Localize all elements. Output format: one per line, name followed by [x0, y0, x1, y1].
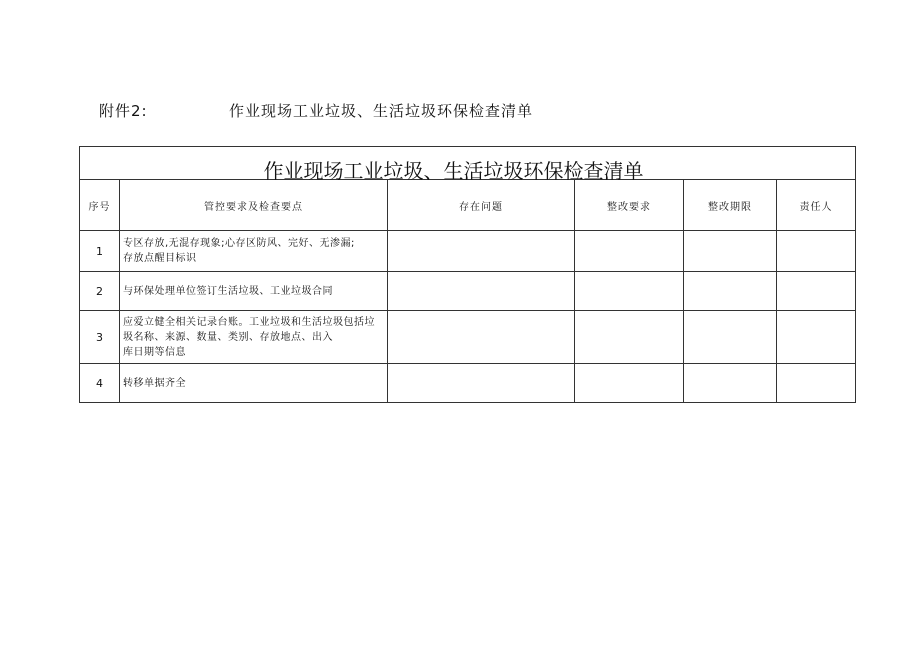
requirement-line: 转移单据齐全: [123, 377, 186, 389]
page-heading: [99, 100, 534, 121]
table-row: [80, 364, 856, 403]
col-header-issue: 存在问题: [388, 180, 575, 231]
deadline-cell[interactable]: [684, 272, 777, 311]
col-header-rectify-requirement: 整改要求: [575, 180, 684, 231]
row-number: 2: [80, 272, 120, 311]
owner-cell[interactable]: [777, 272, 856, 311]
col-header-owner: 责任人: [777, 180, 856, 231]
rectify-requirement-cell[interactable]: [575, 231, 684, 272]
deadline-cell[interactable]: [684, 364, 777, 403]
deadline-cell[interactable]: [684, 231, 777, 272]
col-header-requirement: 管控要求及检查要点: [120, 180, 388, 231]
issue-cell[interactable]: [388, 364, 575, 403]
table-header-row: [80, 180, 856, 231]
owner-cell[interactable]: [777, 364, 856, 403]
row-requirement: [120, 272, 388, 311]
rectify-requirement-cell[interactable]: [575, 272, 684, 311]
rectify-requirement-cell[interactable]: [575, 364, 684, 403]
issue-cell[interactable]: [388, 311, 575, 364]
attachment-label: 附件2:: [99, 102, 148, 120]
row-number: 3: [80, 311, 120, 364]
requirement-line: 库日期等信息: [123, 346, 186, 358]
requirement-line: 专区存放,无混存现象;心存区防风、完好、无渗漏;: [123, 238, 355, 249]
rectify-requirement-cell[interactable]: [575, 311, 684, 364]
owner-cell[interactable]: [777, 311, 856, 364]
row-requirement: [120, 311, 388, 364]
issue-cell[interactable]: [388, 231, 575, 272]
table-row: [80, 272, 856, 311]
document-title: 作业现场工业垃圾、生活垃圾环保检查清单: [229, 102, 534, 120]
col-header-deadline: 整改期限: [684, 180, 777, 231]
requirement-line: 应爱立健全相关记录台账。工业垃圾和生活垃圾包括垃: [123, 316, 375, 328]
issue-cell[interactable]: [388, 272, 575, 311]
requirement-line: 圾名称、来源、数量、类别、存放地点、出入: [123, 331, 333, 343]
checklist-table: [79, 146, 856, 403]
table-row: [80, 231, 856, 272]
row-number: 4: [80, 364, 120, 403]
requirement-line: 与环保处理单位签订生活垃圾、工业垃圾合同: [123, 285, 333, 297]
table-row: [80, 311, 856, 364]
owner-cell[interactable]: [777, 231, 856, 272]
row-requirement: [120, 231, 388, 272]
table-title: 作业现场工业垃圾、生活垃圾环保检查清单: [263, 159, 644, 183]
col-header-no: 序号: [80, 180, 120, 231]
row-requirement: [120, 364, 388, 403]
deadline-cell[interactable]: [684, 311, 777, 364]
row-number: 1: [80, 231, 120, 272]
table-title-cell: [80, 147, 856, 183]
requirement-line: 存放点醒目标识: [123, 253, 197, 264]
